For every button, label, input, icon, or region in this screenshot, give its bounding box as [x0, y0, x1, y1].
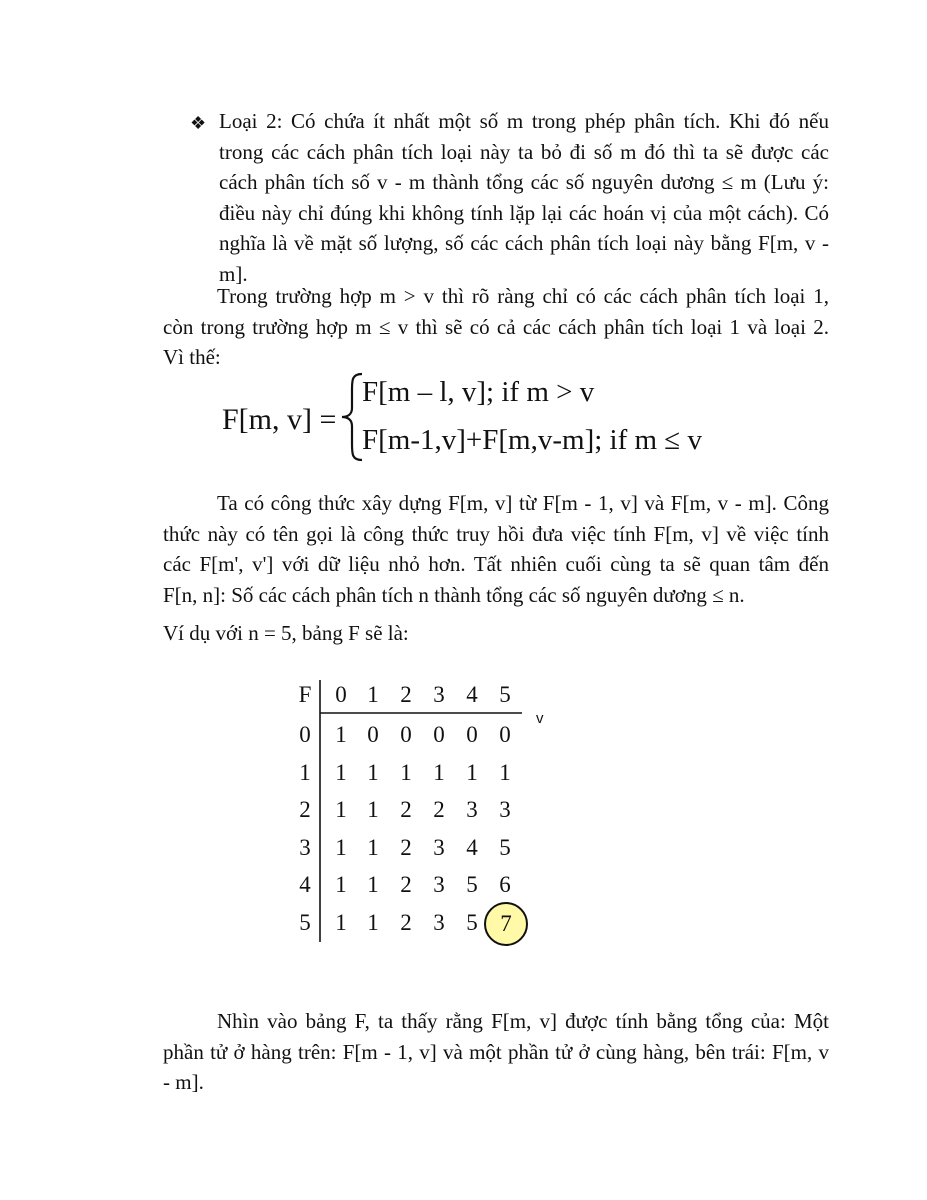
row-header: 5 — [299, 910, 311, 935]
text-line: nghĩa là về mặt số lượng, số các cách phân tích loại này bằng F[m, v - — [219, 231, 829, 255]
f-table — [290, 676, 590, 956]
table-cell: 5 — [499, 834, 511, 860]
table-cell: 1 — [367, 797, 379, 823]
formula-case-1: F[m – l, v]; if m > v — [362, 376, 595, 408]
row-header: 2 — [299, 797, 311, 823]
table-cell: 6 — [499, 872, 511, 898]
table-cell: 5 — [466, 910, 478, 935]
table-cell: 1 — [335, 834, 347, 860]
text-line: Ta có công thức xây dựng F[m, v] từ F[m - 1, v] và F[m, v - m]. Công — [217, 491, 829, 515]
col-header: 4 — [466, 682, 478, 707]
table-cell: 3 — [466, 797, 478, 823]
text-line: điều này chỉ đúng khi không tính lặp lại các hoán vị của một cách). Có — [219, 200, 829, 225]
text-line: cách phân tích số v - m thành tổng các số nguyên dương ≤ m (Lưu ý: — [219, 170, 829, 194]
formula-case-2: F[m-1,v]+F[m,v-m]; if m ≤ v — [362, 424, 702, 456]
table-cell: 3 — [433, 910, 445, 935]
table-cell: 4 — [466, 834, 478, 860]
text-line: Loại 2: Có chứa ít nhất một số m trong phép phân tích. Khi đó nếu — [219, 109, 829, 133]
table-cell: 3 — [433, 834, 445, 860]
formula-lhs: F[m, v] = — [222, 403, 337, 436]
table-cell: 0 — [400, 722, 412, 747]
table-cell: 0 — [367, 722, 379, 747]
example-caption: Ví dụ với n = 5, bảng F sẽ là: — [163, 621, 409, 645]
table-cell: 1 — [367, 834, 379, 860]
paragraph-conclusion — [163, 1006, 829, 1098]
text-line: F[n, n]: Số các cách phân tích n thành tổng các số nguyên dương ≤ n. — [163, 582, 745, 607]
table-cell: 0 — [433, 722, 445, 747]
table-cell: 1 — [335, 759, 347, 785]
col-header: 0 — [335, 682, 347, 707]
recurrence-formula — [222, 372, 742, 467]
table-cell: 1 — [433, 759, 445, 785]
text-line: Trong trường hợp m > v thì rõ ràng chỉ có các cách phân tích loại 1, — [217, 284, 829, 308]
text-line: Vì thế: — [163, 345, 221, 369]
table-cell: 1 — [400, 759, 412, 785]
table-cell: 2 — [400, 910, 412, 935]
diamond-bullet-icon: ❖ — [190, 113, 207, 133]
col-header: 1 — [367, 682, 379, 707]
table-cell: 3 — [499, 797, 511, 823]
bullet-paragraph — [219, 106, 829, 289]
table-cell: 1 — [335, 910, 347, 935]
table-cell: 0 — [499, 722, 511, 747]
row-header: 1 — [299, 759, 311, 785]
paragraph-recurrence — [163, 488, 829, 610]
text-line: Nhìn vào bảng F, ta thấy rằng F[m, v] được tính bằng tổng của: Một — [217, 1009, 829, 1033]
paragraph-cases — [163, 281, 829, 373]
table-cell: 5 — [466, 872, 478, 898]
table-cell: 1 — [335, 722, 347, 747]
text-line: các F[m', v'] với dữ liệu nhỏ hơn. Tất nhiên cuối cùng ta sẽ quan tâm đến — [163, 552, 829, 576]
text-line: thức này có tên gọi là công thức truy hồi đưa việc tính F[m, v] về việc tính — [163, 521, 829, 546]
highlighted-cell: 7 — [484, 902, 528, 946]
table-cell: 0 — [466, 722, 478, 747]
row-header: 4 — [299, 872, 311, 898]
table-cell: 3 — [433, 872, 445, 898]
table-cell: 2 — [400, 797, 412, 823]
table-cell: 2 — [400, 872, 412, 898]
table-cell: 1 — [367, 872, 379, 898]
table-cell: 2 — [433, 797, 445, 823]
text-line: trong các cách phân tích loại này ta bỏ đi số m đó thì ta sẽ được các — [219, 139, 829, 164]
col-header: 5 — [499, 682, 511, 707]
table-corner: F — [298, 682, 312, 707]
table-cell: 1 — [367, 910, 379, 935]
text-line: còn trong trường hợp m ≤ v thì sẽ có cả các cách phân tích loại 1 và loại 2. — [163, 314, 829, 339]
col-header: 2 — [400, 682, 412, 707]
table-cell: 1 — [367, 759, 379, 785]
table-cell: 1 — [499, 759, 511, 785]
table-cell: 1 — [335, 872, 347, 898]
col-header: 3 — [433, 682, 445, 707]
text-line: m]. — [219, 261, 248, 286]
text-line: phần tử ở hàng trên: F[m - 1, v] và một phần tử ở cùng hàng, bên trái: F[m, v — [163, 1039, 829, 1064]
table-cell: 1 — [466, 759, 478, 785]
row-header: 0 — [299, 722, 311, 747]
axis-label-v: v — [536, 710, 544, 727]
table-cell: 2 — [400, 834, 412, 860]
text-line: - m]. — [163, 1070, 204, 1094]
row-header: 3 — [299, 834, 311, 860]
table-cell: 1 — [335, 797, 347, 823]
